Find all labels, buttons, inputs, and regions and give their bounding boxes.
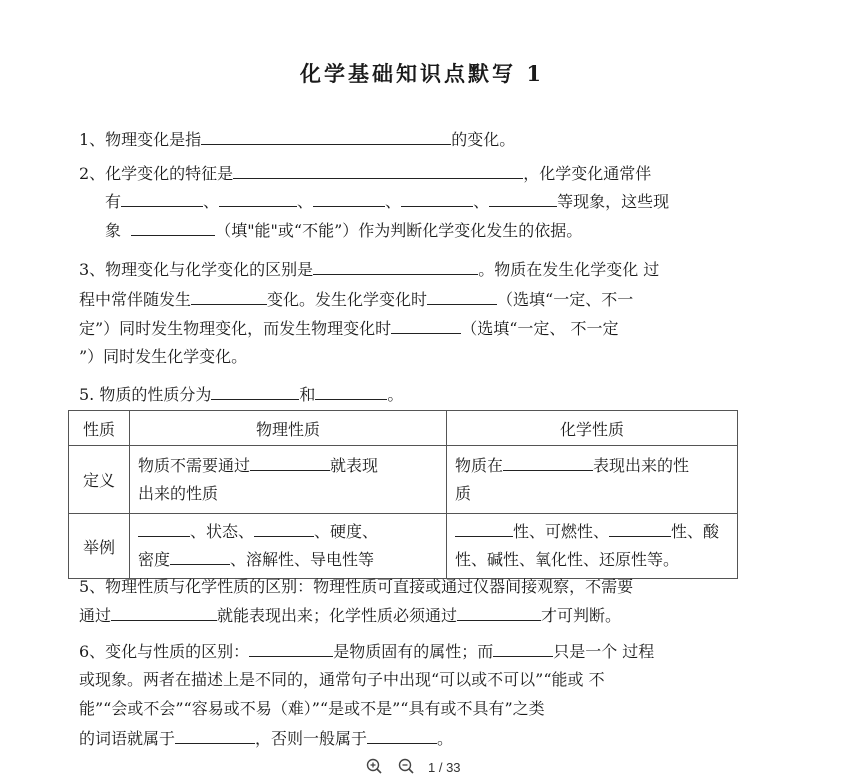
- cell-text: 、状态、: [190, 522, 255, 541]
- blank: [503, 454, 593, 471]
- cell-text: 物质不需要通过: [138, 455, 251, 475]
- properties-table: [68, 410, 738, 579]
- blank: [175, 727, 255, 744]
- q3-text: （选填“一定、不一: [497, 290, 634, 309]
- q5-text: 5. 物质的性质分为: [79, 385, 212, 404]
- zoom-in-icon[interactable]: [366, 758, 382, 774]
- blank: [391, 317, 461, 334]
- q6-text: 或现象。两者在描述上是不同的，通常句子中出现“可以或不可以”“能或 不: [79, 670, 605, 689]
- table-cell: [447, 514, 738, 579]
- row-label: 定义: [69, 446, 130, 514]
- cell-text: 性、碱性、氧化性、还原性等。: [455, 550, 680, 569]
- blank: [313, 258, 478, 275]
- table-row-examples: [69, 514, 738, 579]
- question-6-line-3: [79, 698, 545, 720]
- blank: [211, 383, 299, 400]
- q1-text-end: 的变化。: [451, 130, 516, 149]
- question-2-line-1: [79, 162, 651, 185]
- q6-text: 6、变化与性质的区别：: [79, 642, 250, 661]
- cell-text: 质: [455, 483, 472, 503]
- question-3-line-3: [79, 317, 618, 340]
- blank: [131, 219, 215, 236]
- blank: [219, 190, 297, 207]
- separator: 、: [385, 192, 402, 211]
- table-cell: [130, 514, 447, 579]
- blank: [493, 640, 553, 657]
- blank: [489, 190, 557, 207]
- blank: [249, 640, 333, 657]
- question-3-line-1: [79, 258, 659, 281]
- question-3-line-4: [79, 346, 247, 368]
- blank: [254, 520, 314, 537]
- table-row-definition: [69, 446, 738, 514]
- blank: [609, 520, 671, 537]
- blank: [455, 520, 513, 537]
- cell-text: 出来的性质: [138, 483, 219, 503]
- table-header: 物理性质: [130, 411, 447, 446]
- question-2-line-2: [105, 190, 669, 213]
- row-label: 举例: [69, 514, 130, 579]
- table-header: 化学性质: [447, 411, 738, 446]
- separator: 、: [297, 192, 314, 211]
- question-6-line-2: [79, 669, 605, 691]
- q2-text: 等现象，这些现: [557, 192, 670, 211]
- table-cell: [447, 446, 738, 514]
- question-6-line-1: [79, 640, 654, 663]
- blank: [427, 288, 497, 305]
- separator: 、: [473, 192, 490, 211]
- question-3-line-2: [79, 288, 633, 311]
- table-header: 性质: [69, 411, 130, 446]
- q5-text: 。: [387, 385, 404, 404]
- question-1: [79, 128, 515, 151]
- cell-text: 性、可燃性、: [513, 522, 610, 541]
- q5-text: 和: [299, 385, 316, 404]
- q6-text: 是物质固有的属性；而: [333, 642, 494, 661]
- q3-text: （选填“一定、 不一定: [461, 319, 619, 338]
- cell-text: 、溶解性、导电性等: [230, 550, 375, 569]
- q3-text: 变化。发生化学变化时: [267, 290, 428, 309]
- q5b-text: 通过: [79, 606, 112, 625]
- q2-text: ，化学变化通常伴: [523, 164, 652, 183]
- blank: [170, 548, 230, 565]
- q2-text: 2、化学变化的特征是: [79, 164, 234, 183]
- question-5b-line-1: [79, 576, 633, 598]
- question-6-line-4: [79, 727, 453, 750]
- q6-text: 只是一个 过程: [553, 642, 655, 661]
- q6-text: ，否则一般属于: [255, 729, 368, 748]
- blank: [191, 288, 267, 305]
- q3-text: 。物质在发生化学变化 过: [478, 260, 660, 279]
- q5b-text: 就能表现出来；化学性质必须通过: [217, 606, 458, 625]
- blank: [313, 190, 385, 207]
- q5b-text: 5、物理性质与化学性质的区别：物理性质可直接或通过仪器间接观察，不需要: [79, 577, 634, 596]
- blank: [138, 520, 190, 537]
- page-indicator: 1 / 33: [428, 760, 461, 775]
- blank: [315, 383, 387, 400]
- blank: [201, 128, 451, 145]
- table-cell: [130, 446, 447, 514]
- question-2-line-3: [105, 219, 582, 242]
- blank: [457, 604, 541, 621]
- zoom-out-icon[interactable]: [398, 758, 414, 774]
- q3-text: ”）同时发生化学变化。: [79, 347, 248, 366]
- question-5: [79, 383, 403, 406]
- cell-text: 密度: [138, 550, 171, 569]
- q6-text: 能”“会或不会”“容易或不易（难）”“是或不是”“具有或不具有”之类: [79, 699, 545, 718]
- q2-text: （填"能"或“不能”）作为判断化学变化发生的依据。: [215, 221, 583, 240]
- cell-text: 性、酸: [671, 522, 720, 541]
- blank: [233, 162, 523, 179]
- table-header-row: [69, 411, 738, 446]
- cell-text: 表现出来的性: [593, 455, 690, 475]
- blank: [250, 454, 330, 471]
- separator: 、: [203, 192, 220, 211]
- cell-text: 、硬度、: [314, 522, 379, 541]
- q3-text: 程中常伴随发生: [79, 290, 192, 309]
- blank: [401, 190, 473, 207]
- q5b-text: 才可判断。: [541, 606, 622, 625]
- q6-text: 的词语就属于: [79, 729, 176, 748]
- q3-text: 3、物理变化与化学变化的区别是: [79, 260, 314, 279]
- viewer-toolbar: [0, 752, 844, 783]
- q2-text: 象: [105, 221, 122, 240]
- blank: [367, 727, 437, 744]
- cell-text: 物质在: [455, 455, 504, 475]
- cell-text: 就表现: [330, 455, 379, 475]
- q6-text: 。: [437, 729, 454, 748]
- q1-text: 1、物理变化是指: [79, 130, 202, 149]
- question-5b-line-2: [79, 604, 621, 627]
- blank: [111, 604, 217, 621]
- blank: [121, 190, 203, 207]
- page-title: 化学基础知识点默写 1: [300, 61, 544, 86]
- q2-text: 有: [105, 192, 122, 211]
- q3-text: 定”）同时发生物理变化，而发生物理变化时: [79, 319, 392, 338]
